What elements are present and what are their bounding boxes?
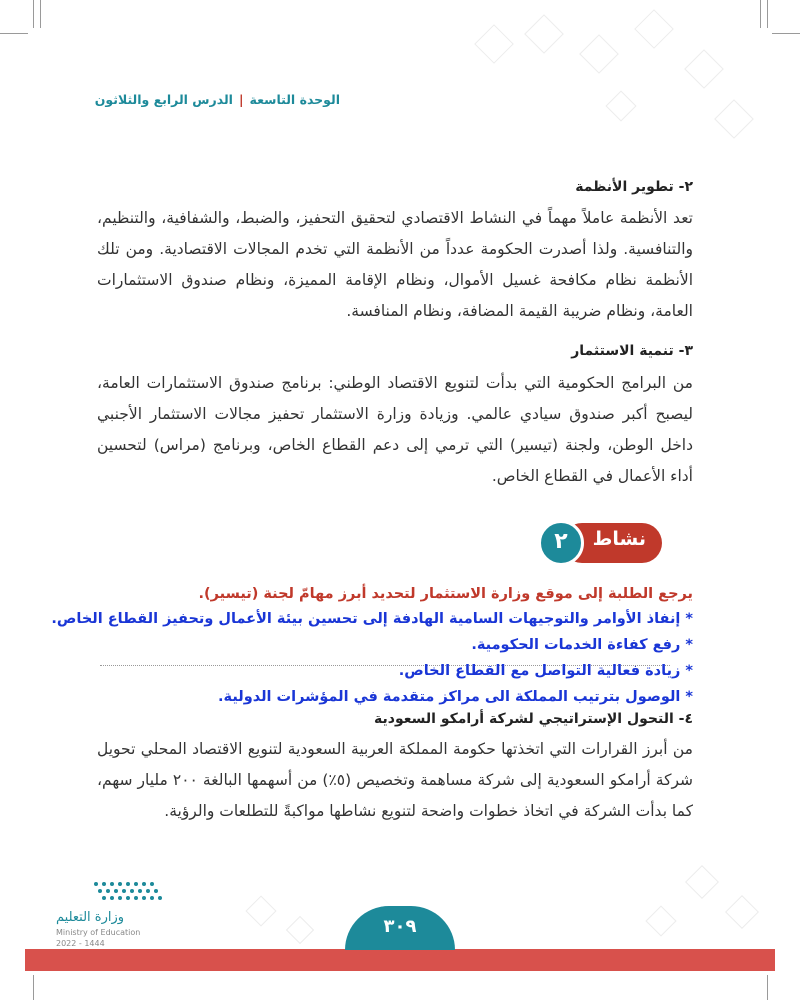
activity-answer-1: * إنفاذ الأوامر والتوجيهات السامية الهادفة إلى تحسين بيئة الأعمال وتحفيز القطاع الخاص.	[51, 611, 693, 627]
activity-badge	[538, 520, 662, 566]
activity-number: ٢	[554, 529, 568, 554]
crop-mark-top-left-v2	[40, 0, 41, 28]
section-2-body: تعد الأنظمة عاملاً مهماً في النشاط الاقتصادي لتحقيق التحفيز، والضبط، والشفافية، والتنظيم، والتنافسية. ولذا أصدرت الحكومة عدداً من الأنظمة التي تخدم المجالات الاقتصادية. ومن تلك الأنظمة نظام مكافحة غسيل الأموال، ونظام الإقامة المميزة، ونظام صندوق الاستثمارات العامة، ونظام ضريبة القيمة المضافة، ونظام المنافسة.	[97, 209, 693, 320]
footer-bar	[25, 949, 775, 971]
ministry-name-english: Ministry of Education	[56, 928, 141, 937]
activity-answer-2: * رفع كفاءة الخدمات الحكومية.	[471, 637, 693, 653]
section-2-heading: ٢- تطوير الأنظمة	[575, 179, 693, 195]
section-3-heading: ٣- تنمية الاستثمار	[571, 343, 693, 359]
section-3-body: من البرامج الحكومية التي بدأت لتنويع الاقتصاد الوطني: برنامج صندوق الاستثمارات العامة، ليصبح أكبر صندوق سيادي عالمي. وزيادة وزارة الاستثمار تحفيز مجالات الاستثمار الأجنبي داخل الوطن، ولجنة (تيسير) التي ترمي إلى دعم القطاع الخاص، وبرنامج (مراس) لتحسين أداء الأعمال في القطاع الخاص.	[97, 374, 693, 485]
section-4-heading: ٤- التحول الإستراتيجي لشركة أرامكو السعودية	[374, 711, 693, 727]
header-lesson: الدرس الرابع والثلاثون	[94, 92, 233, 107]
header-separator: |	[238, 92, 244, 107]
crop-mark-top-right-v	[760, 0, 761, 28]
crop-mark-top-right-v2	[767, 0, 768, 28]
crop-mark-top-left-h	[0, 33, 28, 34]
header-unit: الوحدة التاسعة	[249, 92, 340, 107]
ministry-year: 2022 - 1444	[56, 939, 105, 948]
crop-mark-bottom-right-v	[767, 975, 768, 1000]
crop-mark-top-right-h	[772, 33, 800, 34]
activity-answer-3: * زيادة فعالية التواصل مع القطاع الخاص.	[398, 663, 693, 679]
section-4-body: من أبرز القرارات التي اتخذتها حكومة المملكة العربية السعودية لتنويع الاقتصاد المحلي تحويل شركة أرامكو السعودية إلى شركة مساهمة وتخصيص (٥٪) من أسهمها البالغة ٢٠٠ مليار سهم، كما بدأت الشركة في اتخاذ خطوات واضحة لتنويع نشاطها مواكبةً للتطلعات والرؤية.	[97, 740, 693, 820]
crop-mark-bottom-left-v	[33, 975, 34, 1000]
page-number: ٣٠٩	[383, 916, 417, 937]
activity-answer-4: * الوصول بترتيب المملكة الى مراكز متقدمة في المؤشرات الدولية.	[218, 689, 693, 705]
running-header	[94, 92, 340, 107]
ministry-name-arabic: وزارة التعليم	[56, 910, 125, 925]
activity-instruction: يرجع الطلبة إلى موقع وزارة الاستثمار لتحديد أبرز مهامّ لجنة (تيسير).	[198, 586, 693, 602]
crop-mark-top-left-v	[33, 0, 34, 28]
ministry-logo-icon	[92, 880, 170, 902]
activity-label: نشاط	[592, 528, 646, 550]
